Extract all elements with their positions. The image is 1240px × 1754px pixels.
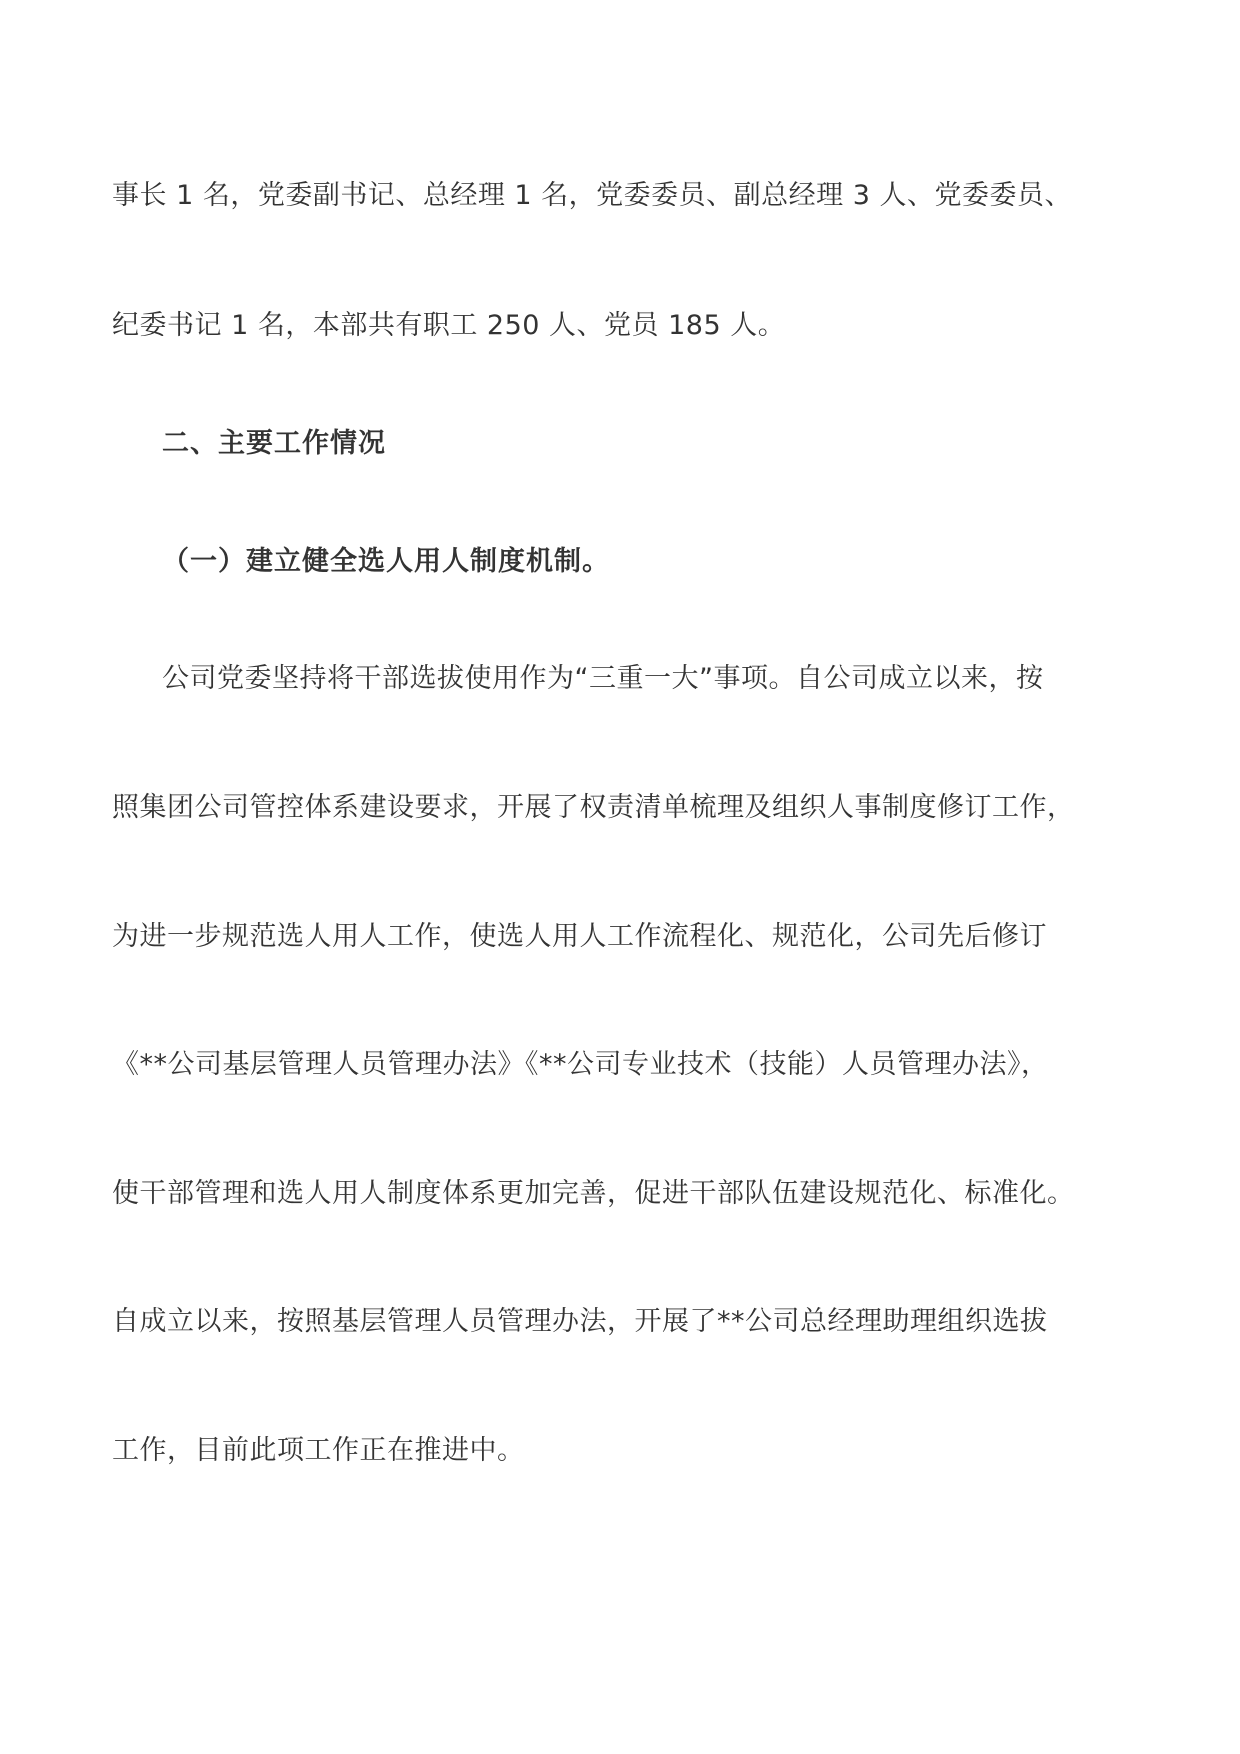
text-line: 工作，目前此项工作正在推进中。 xyxy=(112,1435,525,1466)
text-line: 为进一步规范选人用人工作，使选人用人工作流程化、规范化，公司先后修订 xyxy=(112,921,1047,952)
text-line: 公司党委坚持将干部选拔使用作为“三重一大”事项。自公司成立以来，按 xyxy=(162,663,1044,694)
text-line: 自成立以来，按照基层管理人员管理办法，开展了**公司总经理助理组织选拔 xyxy=(112,1306,1048,1337)
section-title: 二、主要工作情况 xyxy=(162,428,386,459)
text-line: 《**公司基层管理人员管理办法》《**公司专业技术（技能）人员管理办法》， xyxy=(112,1049,1049,1080)
subsection-title: （一）建立健全选人用人制度机制。 xyxy=(162,546,610,577)
text-line: 使干部管理和选人用人制度体系更加完善，促进干部队伍建设规范化、标准化。 xyxy=(112,1178,1075,1209)
text-line: 事长 1 名，党委副书记、总经理 1 名，党委委员、副总经理 3 人、党委委员、 xyxy=(112,180,1073,211)
text-line: 纪委书记 1 名，本部共有职工 250 人、党员 185 人。 xyxy=(112,310,786,341)
text-line: 照集团公司管控体系建设要求，开展了权责清单梳理及组织人事制度修订工作， xyxy=(112,792,1075,823)
